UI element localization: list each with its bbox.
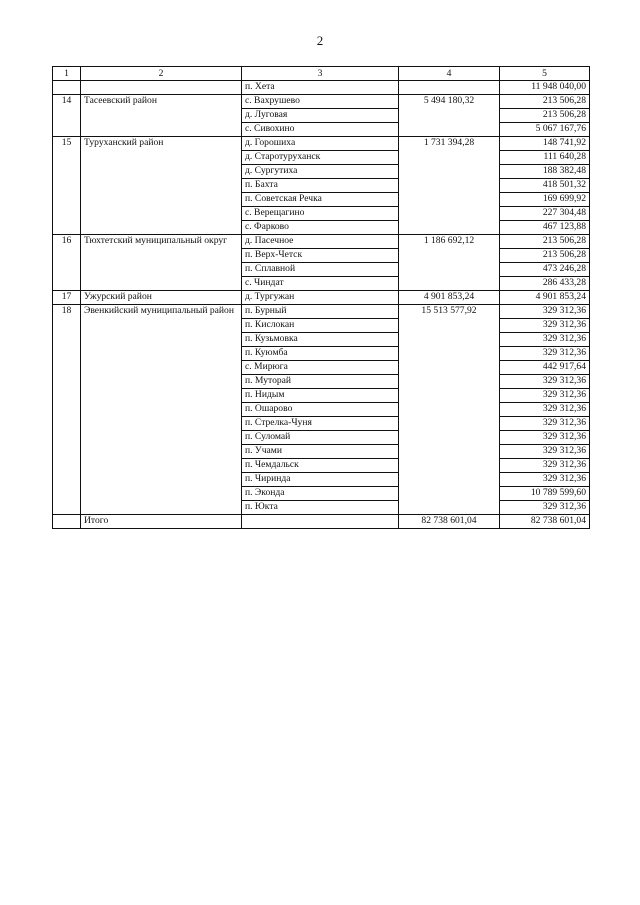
table-body (53, 81, 590, 515)
settlement-name: д. Луговая (242, 109, 399, 123)
settlement-name: с. Верещагино (242, 207, 399, 221)
settlement-name: д. Сургутиха (242, 165, 399, 179)
settlement-name: п. Бурный (242, 305, 399, 319)
settlement-name: д. Тургужан (242, 291, 399, 305)
settlement-amount: 329 312,36 (500, 333, 590, 347)
total-number-cell (53, 515, 81, 529)
header-cell: 3 (242, 67, 399, 81)
settlement-amount: 329 312,36 (500, 389, 590, 403)
settlement-name: с. Чиндат (242, 277, 399, 291)
district-number: 16 (53, 235, 81, 291)
district-name: Тасеевский район (81, 95, 242, 137)
table-row (53, 95, 590, 109)
district-name: Эвенкийский муниципальный район (81, 305, 242, 515)
settlement-amount: 329 312,36 (500, 501, 590, 515)
settlement-amount: 5 067 167,76 (500, 123, 590, 137)
settlement-name: п. Хета (242, 81, 399, 95)
district-total: 4 901 853,24 (399, 291, 500, 305)
settlement-amount: 329 312,36 (500, 417, 590, 431)
settlement-amount: 148 741,92 (500, 137, 590, 151)
district-total (399, 81, 500, 95)
settlement-name: д. Старотуруханск (242, 151, 399, 165)
settlement-amount: 329 312,36 (500, 375, 590, 389)
total-settlement-cell (242, 515, 399, 529)
district-number: 14 (53, 95, 81, 137)
district-name: Тюхтетский муниципальный округ (81, 235, 242, 291)
settlement-amount: 227 304,48 (500, 207, 590, 221)
settlement-name: п. Верх-Четск (242, 249, 399, 263)
settlement-amount: 329 312,36 (500, 473, 590, 487)
settlement-amount: 213 506,28 (500, 109, 590, 123)
district-name (81, 81, 242, 95)
settlement-name: п. Учами (242, 445, 399, 459)
table-row (53, 235, 590, 249)
settlement-amount: 329 312,36 (500, 445, 590, 459)
settlement-amount: 467 123,88 (500, 221, 590, 235)
settlement-name: п. Советская Речка (242, 193, 399, 207)
header-cell: 4 (399, 67, 500, 81)
settlement-amount: 329 312,36 (500, 319, 590, 333)
settlement-name: п. Бахта (242, 179, 399, 193)
settlement-amount: 11 948 040,00 (500, 81, 590, 95)
table-row (53, 305, 590, 319)
page-number: 2 (316, 33, 324, 48)
settlement-amount: 213 506,28 (500, 249, 590, 263)
settlement-amount: 442 917,64 (500, 361, 590, 375)
settlement-amount: 111 640,28 (500, 151, 590, 165)
settlement-name: п. Чиринда (242, 473, 399, 487)
settlement-name: п. Куюмба (242, 347, 399, 361)
settlement-amount: 329 312,36 (500, 431, 590, 445)
district-number: 17 (53, 291, 81, 305)
settlement-name: п. Стрелка-Чуня (242, 417, 399, 431)
settlement-amount: 418 501,32 (500, 179, 590, 193)
header-cell: 2 (81, 67, 242, 81)
district-number: 18 (53, 305, 81, 515)
settlement-amount: 286 433,28 (500, 277, 590, 291)
table-row (53, 137, 590, 151)
table-row (53, 81, 590, 95)
settlement-name: с. Мирюга (242, 361, 399, 375)
settlement-amount: 473 246,28 (500, 263, 590, 277)
settlement-amount: 169 699,92 (500, 193, 590, 207)
settlement-name: п. Суломай (242, 431, 399, 445)
settlement-name: п. Юкта (242, 501, 399, 515)
header-cell: 1 (53, 67, 81, 81)
settlement-name: п. Ошарово (242, 403, 399, 417)
settlement-name: с. Вахрушево (242, 95, 399, 109)
total-amount: 82 738 601,04 (500, 515, 590, 529)
settlement-amount: 213 506,28 (500, 95, 590, 109)
settlement-name: п. Эконда (242, 487, 399, 501)
district-total: 1 186 692,12 (399, 235, 500, 291)
settlement-name: п. Чемдальск (242, 459, 399, 473)
settlement-amount: 4 901 853,24 (500, 291, 590, 305)
settlement-amount: 188 382,48 (500, 165, 590, 179)
settlement-name: п. Кузьмовка (242, 333, 399, 347)
settlement-name: п. Муторай (242, 375, 399, 389)
total-label: Итого (81, 515, 242, 529)
district-total: 1 731 394,28 (399, 137, 500, 235)
district-number (53, 81, 81, 95)
settlement-amount: 329 312,36 (500, 403, 590, 417)
district-name: Туруханский район (81, 137, 242, 235)
settlement-amount: 213 506,28 (500, 235, 590, 249)
settlement-name: п. Кислокан (242, 319, 399, 333)
settlement-amount: 329 312,36 (500, 459, 590, 473)
header-cell: 5 (500, 67, 590, 81)
settlement-amount: 10 789 599,60 (500, 487, 590, 501)
total-row (53, 515, 590, 529)
settlement-name: с. Фарково (242, 221, 399, 235)
settlement-name: п. Нидым (242, 389, 399, 403)
allocation-table (52, 66, 590, 529)
settlement-name: д. Горошиха (242, 137, 399, 151)
header-row (53, 67, 590, 81)
settlement-name: с. Сивохино (242, 123, 399, 137)
district-number: 15 (53, 137, 81, 235)
total-sum: 82 738 601,04 (399, 515, 500, 529)
settlement-name: п. Сплавной (242, 263, 399, 277)
settlement-name: д. Пасечное (242, 235, 399, 249)
district-total: 5 494 180,32 (399, 95, 500, 137)
table-row (53, 291, 590, 305)
district-total: 15 513 577,92 (399, 305, 500, 515)
district-name: Ужурский район (81, 291, 242, 305)
settlement-amount: 329 312,36 (500, 347, 590, 361)
settlement-amount: 329 312,36 (500, 305, 590, 319)
